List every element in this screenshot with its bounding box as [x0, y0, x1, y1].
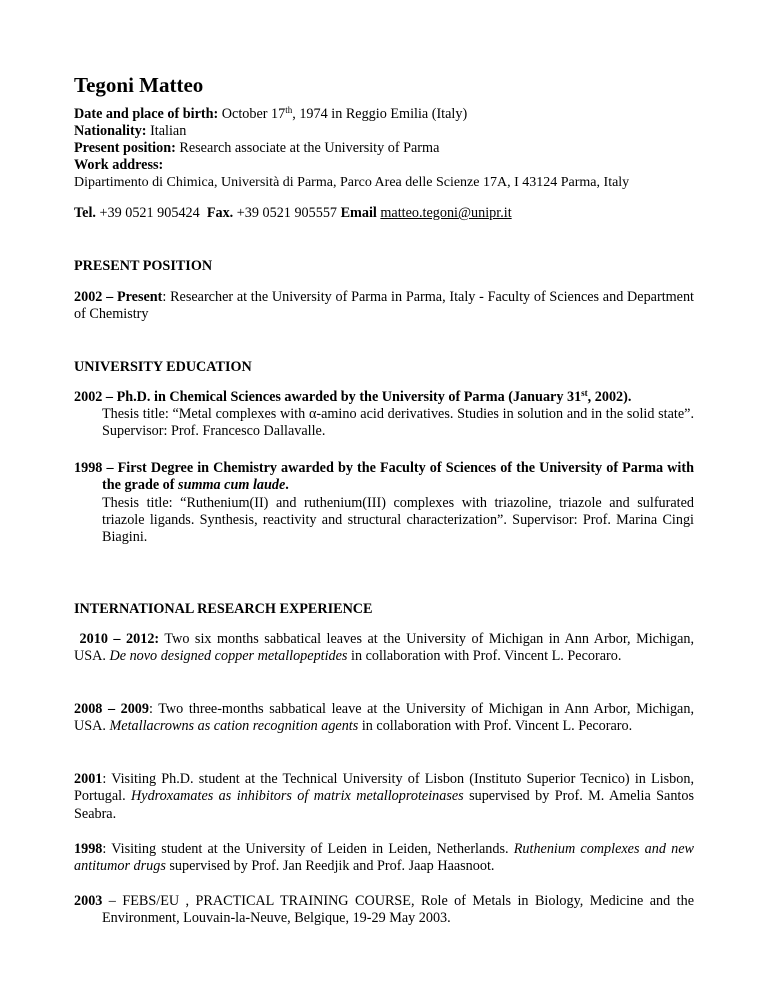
tel-label: Tel.	[74, 205, 96, 221]
research-item: 1998: Visiting student at the University of Leiden in Leiden, Netherlands. Ruthenium complexes and new antitumor drugs supervised by Prof. Jan Reedjik and Prof. Jaap Haasnoot.	[74, 841, 695, 875]
degree-title: 1998 – First Degree in Chemistry awarded by the Faculty of Sciences of the University of Parma with the grade of summa cum laude.	[74, 460, 694, 494]
present-position-text: 2002 – Present: Researcher at the University of Parma in Parma, Italy - Faculty of Sciences and Department of Chemistry	[74, 289, 694, 323]
birth-value: October 17th, 1974 in Reggio Emilia (Italy)	[221, 105, 468, 122]
education-heading: UNIVERSITY EDUCATION	[74, 359, 252, 375]
research-item: 2008 – 2009: Two three-months sabbatical leave at the University of Michigan in Ann Arbor, Michigan, USA. Metallacrowns as cation recognition agents in collaboration with Prof. Vincent L. Pecoraro.	[74, 701, 694, 735]
email-link[interactable]: matteo.tegoni@unipr.it	[380, 205, 512, 221]
position-label: Present position:	[74, 140, 176, 156]
research-heading: INTERNATIONAL RESEARCH EXPERIENCE	[74, 601, 373, 617]
nationality-label: Nationality:	[74, 123, 147, 139]
contact-line	[74, 205, 512, 222]
research-item: 2010 – 2012: Two six months sabbatical leaves at the University of Michigan in Ann Arbor, Michigan, USA. De novo designed copper metallopeptides in collaboration with Prof. Vincent L. Pecoraro.	[74, 631, 695, 665]
degree-thesis: Thesis title: “Ruthenium(II) and ruthenium(III) complexes with triazoline, triazole and sulfurated triazole ligands. Synthesis, reactivity and structural characterization”. Supervisor: Prof. Marina Cingi Biagini.	[102, 494, 694, 546]
fax-value: +39 0521 905557	[236, 205, 338, 221]
position-line	[74, 140, 439, 157]
phd-thesis: Thesis title: “Metal complexes with α-amino acid derivatives. Studies in solution and in the solid state”. Supervisor: Prof. Francesco Dallavalle.	[102, 406, 694, 440]
training-course-item: 2003 – FEBS/EU , PRACTICAL TRAINING COURSE, Role of Metals in Biology, Medicine and the Environment, Louvain-la-Neuve, Belgique, 19-29 May 2003.	[74, 893, 694, 927]
email-label: Email	[340, 205, 377, 221]
work-address-label: Work address:	[74, 157, 164, 173]
nationality-value: Italian	[150, 123, 187, 139]
position-value: Research associate at the University of Parma	[179, 140, 440, 156]
fax-label: Fax.	[206, 205, 234, 221]
phd-title: 2002 – Ph.D. in Chemical Sciences awarded by the University of Parma (January 31st, 2002).	[74, 388, 632, 405]
work-address-value: Dipartimento di Chimica, Università di Parma, Parco Area delle Scienze 17A, I 43124 Parma, Italy	[74, 175, 630, 190]
nationality-line	[74, 123, 186, 140]
present-position-heading: PRESENT POSITION	[74, 258, 213, 274]
birth-line	[74, 106, 467, 123]
birth-label: Date and place of birth:	[74, 106, 219, 122]
education-item-phd	[74, 389, 694, 441]
research-item: 2001: Visiting Ph.D. student at the Technical University of Lisbon (Instituto Superior Tecnico) in Lisbon, Portugal. Hydroxamates as inhibitors of matrix metalloproteinases supervised by Prof. M. Amelia Santos Seabra.	[74, 771, 694, 822]
cv-name: Tegoni Matteo	[74, 73, 204, 97]
tel-value: +39 0521 905424	[99, 205, 200, 221]
education-item-degree	[74, 460, 694, 546]
